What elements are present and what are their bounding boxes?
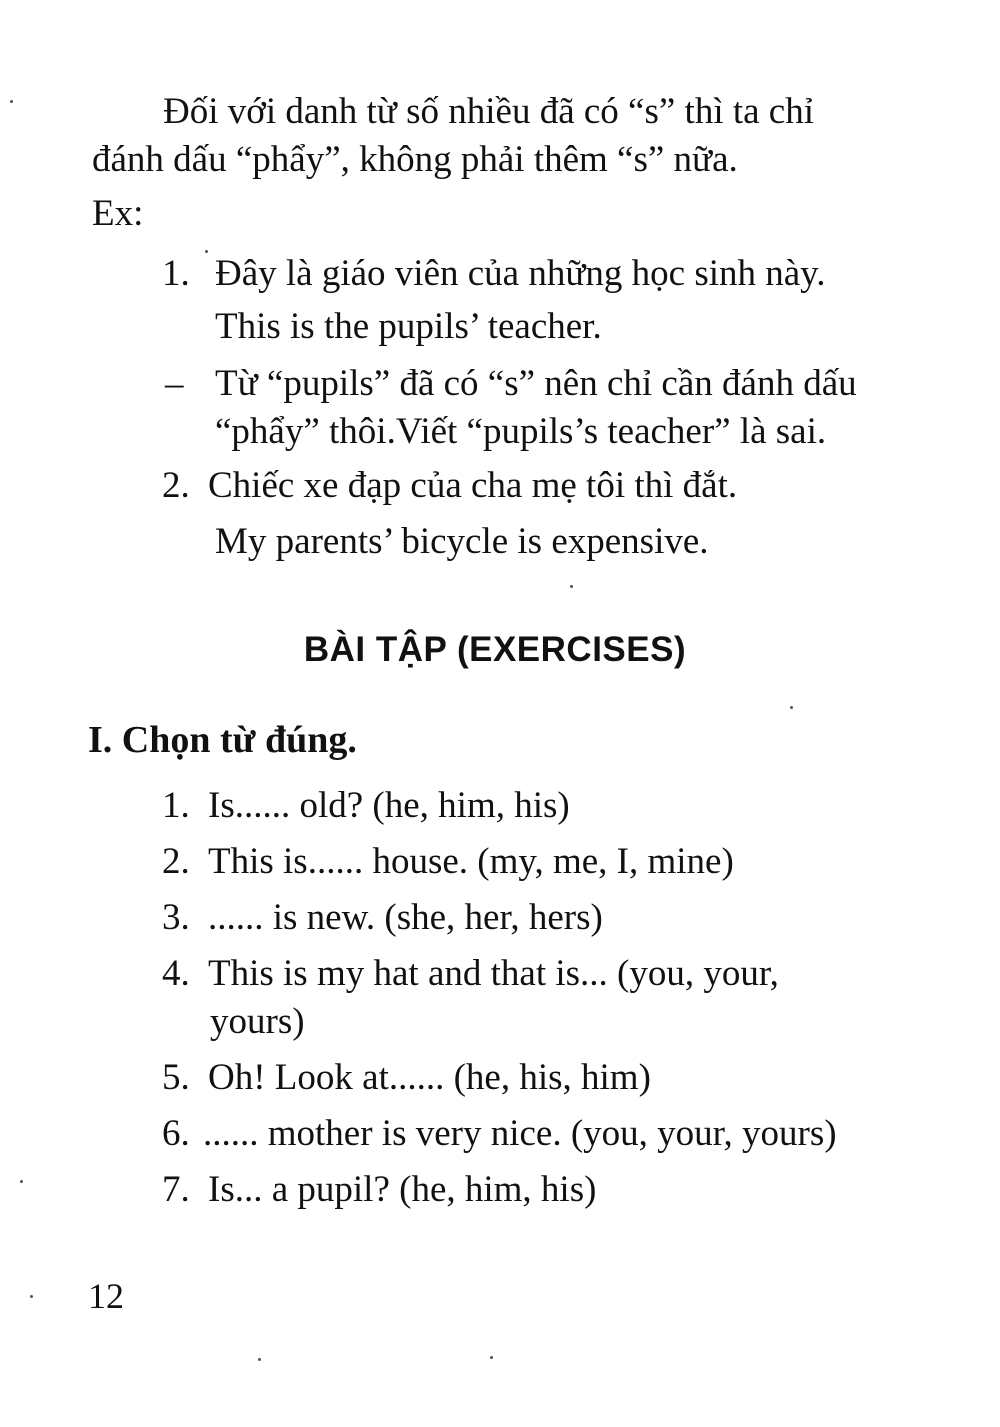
exercise-1-number: 1. [162, 785, 190, 826]
intro-line-2: đánh dấu “phẩy”, không phải thêm “s” nữa. [92, 139, 738, 180]
exercise-6-number: 6. [162, 1113, 190, 1154]
exercise-6-text: ...... mother is very nice. (you, your, yours) [203, 1113, 837, 1154]
example-1-english: This is the pupils’ teacher. [215, 306, 602, 347]
exercise-2-number: 2. [162, 841, 190, 882]
scan-speck [258, 1358, 261, 1361]
example-2-vietnamese: Chiếc xe đạp của cha mẹ tôi thì đắt. [208, 465, 738, 506]
example-2-english: My parents’ bicycle is expensive. [215, 521, 709, 562]
scan-speck [790, 706, 793, 709]
note-line-1: Từ “pupils” đã có “s” nên chỉ cần đánh dấu [215, 363, 857, 404]
scan-speck [30, 1295, 33, 1298]
scan-speck [10, 100, 13, 103]
exercise-5-text: Oh! Look at...... (he, his, him) [208, 1057, 651, 1098]
example-1-vietnamese: Đây là giáo viên của những học sinh này. [215, 253, 826, 294]
exercise-4-text-continued: yours) [210, 1001, 305, 1042]
exercise-4-text: This is my hat and that is... (you, your, [208, 953, 779, 994]
scan-speck [20, 1180, 23, 1183]
exercise-1-text: Is...... old? (he, him, his) [208, 785, 570, 826]
exercise-7-number: 7. [162, 1169, 190, 1210]
note-line-2: “phẩy” thôi.Viết “pupils’s teacher” là sai. [215, 411, 827, 452]
scan-speck [205, 250, 208, 253]
example-2-number: 2. [162, 465, 190, 506]
note-bullet: – [165, 363, 184, 404]
exercise-3-number: 3. [162, 897, 190, 938]
page-number: 12 [88, 1276, 124, 1316]
exercises-heading: BÀI TẬP (EXERCISES) [303, 630, 687, 669]
example-1-number: 1. [162, 253, 190, 294]
exercise-4-number: 4. [162, 953, 190, 994]
scan-speck [490, 1356, 493, 1359]
scan-speck [570, 585, 573, 588]
exercise-5-number: 5. [162, 1057, 190, 1098]
example-label: Ex: [92, 193, 144, 234]
exercise-7-text: Is... a pupil? (he, him, his) [208, 1169, 597, 1210]
section-title: I. Chọn từ đúng. [88, 719, 357, 761]
exercise-3-text: ...... is new. (she, her, hers) [208, 897, 603, 938]
exercise-2-text: This is...... house. (my, me, I, mine) [208, 841, 734, 882]
intro-line-1: Đối với danh từ số nhiều đã có “s” thì ta chỉ [163, 91, 815, 132]
